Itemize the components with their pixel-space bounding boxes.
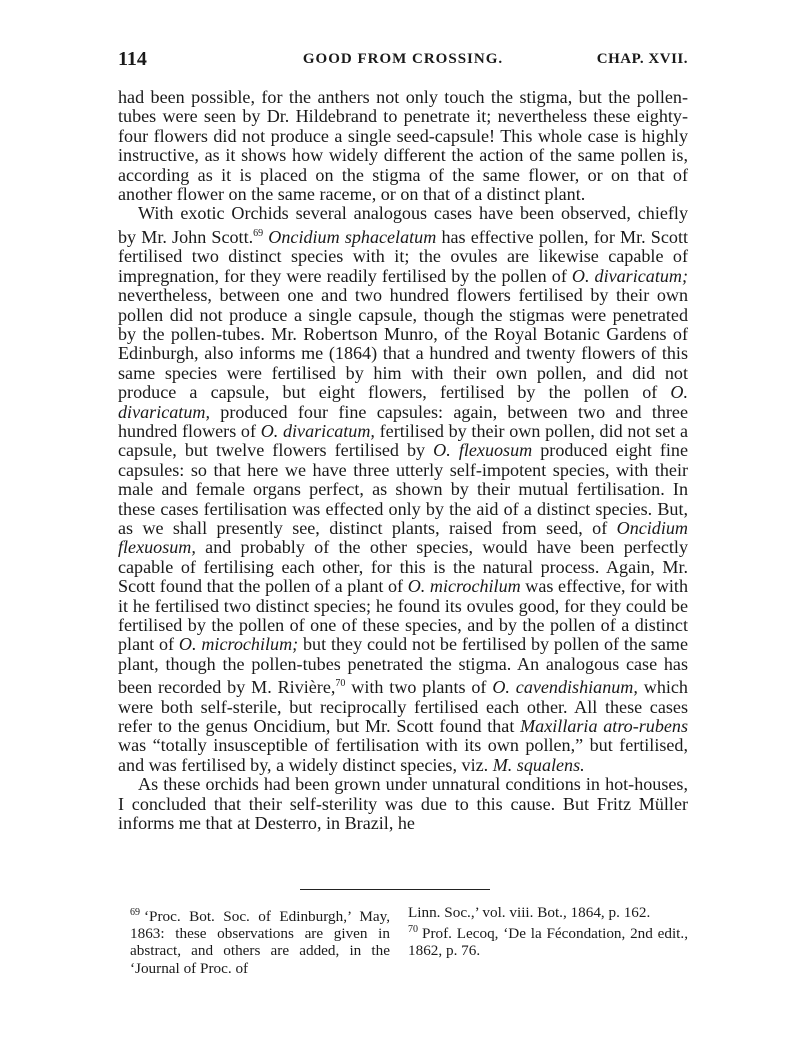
text-run: with two plants of <box>345 677 493 698</box>
text-run: has effective pollen, for Mr. Scott fertilised two distinct species with it; the ovules are likewise capable of impregnation, for they were readily fertilised by the pollen of <box>118 226 689 286</box>
footnote-marker: 70 <box>408 924 418 936</box>
italic-text: O. flexuosum <box>433 440 533 461</box>
italic-text: Oncidium sphacelatum <box>268 226 437 247</box>
paragraph <box>118 775 688 833</box>
page-header <box>118 48 688 74</box>
italic-text: O. cavendishianum, <box>492 677 638 698</box>
text-run: but they could not be fertilised by pollen of the same plant, though the pollen-tubes penetrated the stigma. An analogous case has been recorded by M. Rivière, <box>118 634 688 698</box>
text-run: produced four fine capsules: again, between two and three hundred flowers of <box>118 401 688 441</box>
footnote-marker: 69 <box>130 907 140 918</box>
footnotes-left-column <box>130 904 390 977</box>
footnote <box>130 904 390 977</box>
text-run: and probably of the other species, would have been perfectly capable of fertilising each other, for this is the natural process. Again, Mr. Scott found that the pollen of a plant of <box>118 537 688 597</box>
footnotes-right-column <box>408 904 688 960</box>
italic-text: O. divaricatum; <box>571 265 688 286</box>
text-run: was “totally insusceptible of fertilisation with its own pollen,” but fertilised, and was fertilised by, a widely distinct species, viz. <box>118 735 688 775</box>
footnote-text: Linn. Soc.,’ vol. viii. Bot., 1864, p. 162. <box>408 904 651 921</box>
footnote-text: ‘Proc. Bot. Soc. of Edinburgh,’ May, 1863: these observations are given in abstract, and others are added, in the ‘Journal of Proc. of <box>130 908 390 977</box>
italic-text: O. divaricatum, <box>118 382 688 422</box>
text-run: was effective, for with it he fertilised two distinct species; he found its ovules good, for they could be fertilised by the pollen of one of these species, and by the pollen of a distinct plant of <box>118 576 688 655</box>
italic-text: O. microchilum; <box>178 634 299 655</box>
text-run: nevertheless, between one and two hundred flowers fertilised by their own pollen did not produce a single capsule, though the stigmas were penetrated by the pollen-tubes. Mr. Robertson Munro, of the Royal Botanic Gardens of Edinburgh, also informs me (1864) that a hundred and twenty flowers of this same species were fertilised by him with their own pollen, and did not produce a capsule, but eight flowers, fertilised by the pollen of <box>118 285 688 403</box>
footnote <box>408 921 688 959</box>
italic-text: O. divaricatum, <box>260 420 375 441</box>
italic-text: Maxillaria atro-rubens <box>520 716 689 737</box>
footnote-reference: 70 <box>335 678 346 690</box>
text-run: which were both self-sterile, but reciprocally fertilised each other. All these cases refer to the genus Oncidium, but Mr. Scott found that <box>118 677 688 737</box>
text-run: fertilised by their own pollen, did not set a capsule, but twelve flowers fertilised by <box>118 420 688 461</box>
footnote <box>408 904 688 921</box>
text-run: With exotic Orchids several analogous cases have been observed, chiefly by Mr. John Scott. <box>118 203 688 247</box>
footnotes <box>118 904 688 984</box>
chapter-label: CHAP. XVII. <box>596 51 688 67</box>
italic-text: O. microchilum <box>407 576 521 597</box>
body-text <box>118 88 688 834</box>
page-number: 114 <box>118 48 147 70</box>
italic-text: Oncidium flexuosum, <box>118 517 688 558</box>
paragraph <box>118 204 688 775</box>
italic-text: M. squalens. <box>492 754 585 775</box>
footnote-text: Prof. Lecoq, ‘De la Fécondation, 2nd edit., 1862, p. 76. <box>408 925 688 960</box>
footnote-rule <box>300 889 490 890</box>
text-run: produced eight fine capsules: so that here we have three utterly self-impotent species, with their male and female organs perfect, as shown by their mutual fertilisation. In these cases fertilisation was effected only by the aid of a distinct species. But, as we shall presently see, distinct plants, raised from seed, of <box>118 440 689 538</box>
running-title: GOOD FROM CROSSING. <box>302 51 504 67</box>
text-run: had been possible, for the anthers not only touch the stigma, but the pollen-tubes were seen by Dr. Hildebrand to penetrate it; nevertheless these eighty-four flowers did not produce a single seed-capsule! This whole case is highly instructive, as it shows how widely different the action of the same pollen is, according as it is placed on the stigma of the same flower, or on that of another flower on the same raceme, or on that of a distinct plant. <box>118 87 688 205</box>
text-run: As these orchids had been grown under unnatural conditions in hot-houses, I concluded that their self-sterility was due to this cause. But Fritz Müller informs me that at Desterro, in Brazil, he <box>118 774 688 834</box>
footnote-reference: 69 <box>253 227 264 239</box>
paragraph <box>118 88 688 204</box>
